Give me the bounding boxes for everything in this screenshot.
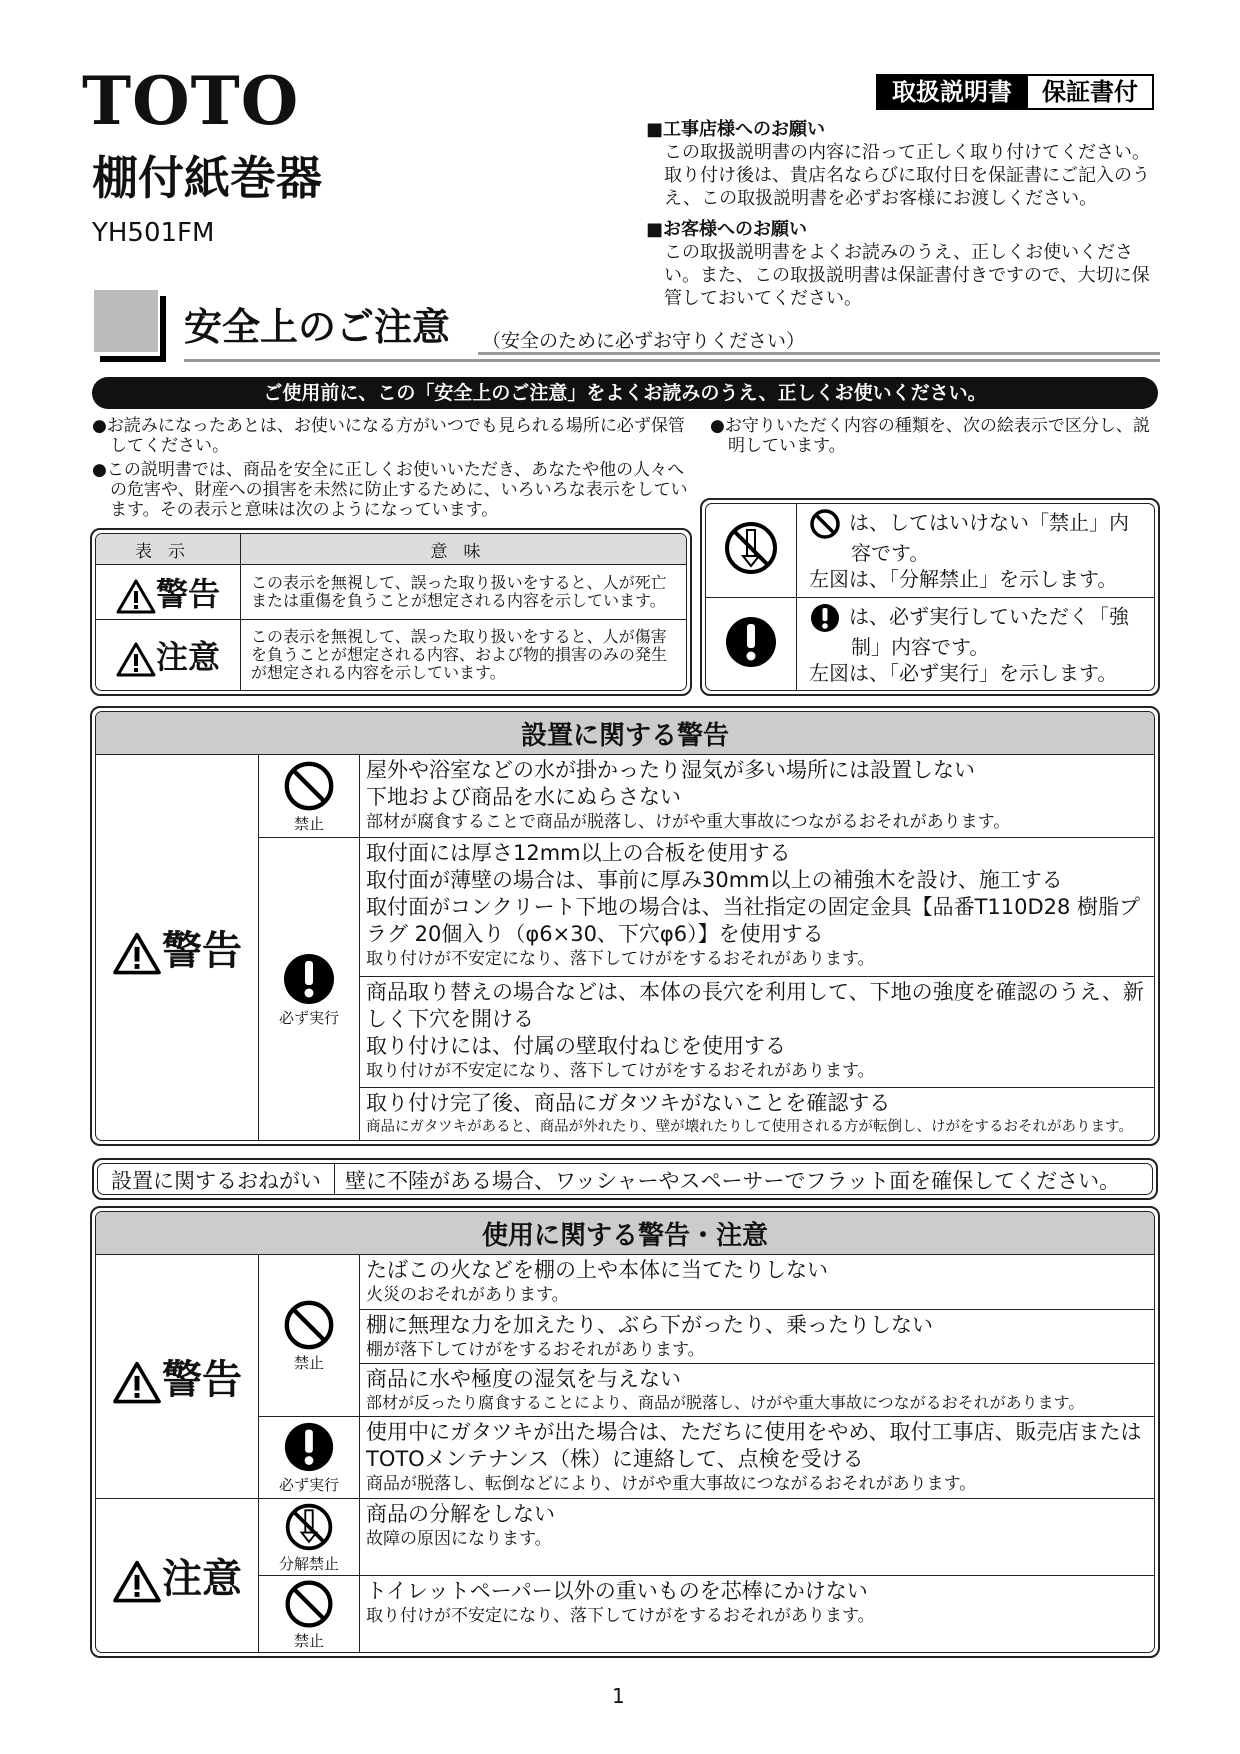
intro-left	[92, 416, 688, 524]
warning-sub: 商品にガタツキがあると、商品が外れたり、壁が壊れたりして使用される方が転倒し、けがをするおそれがあります。	[366, 1118, 1133, 1135]
section-marker-shadow	[160, 296, 166, 362]
warning-main: 下地および商品を水にぬらさない	[366, 785, 681, 809]
warning-main: 棚に無理な力を加えたり、ぶら下がったり、乗ったりしない	[366, 1312, 933, 1337]
prohibited-icon	[283, 1578, 335, 1630]
warning-sub: 取り付けが不安定になり、落下してけがをするおそれがあります。	[366, 949, 875, 970]
warning-triangle-icon	[112, 1360, 162, 1404]
warning-main: 商品取り替えの場合などは、本体の長穴を利用して、下地の強度を確認のうえ、新しく下穴を開ける	[366, 979, 1144, 1031]
legend-text-2: 左図は、「必ず実行」を示します。	[809, 660, 1118, 685]
warning-main: 取り付けには、付属の壁取付ねじを使用する	[366, 1033, 786, 1058]
warning-item	[360, 1087, 1155, 1140]
no-disassembly-icon	[283, 1501, 335, 1553]
warning-sub: 商品が脱落し、転倒などにより、けがや重大事故につながるおそれがあります。	[366, 1474, 977, 1495]
symbol-legend-frame	[700, 498, 1160, 696]
install-warnings	[96, 712, 1154, 1140]
install-level	[96, 755, 259, 1141]
level-label: 警告	[162, 1357, 242, 1404]
prohibited-icon	[282, 1298, 336, 1352]
icon-label: 必ず実行	[278, 1476, 339, 1495]
usage-warning-level	[96, 1255, 259, 1499]
notice-installer	[646, 118, 1166, 210]
icon-label: 禁止	[293, 814, 324, 833]
warning-main: 取付面には厚さ12mm以上の合板を使用する	[366, 841, 791, 866]
signal-warning	[96, 565, 241, 620]
warning-item	[360, 1309, 1155, 1364]
install-request	[98, 1164, 1152, 1195]
divider	[478, 352, 1160, 355]
warning-sub: 火災のおそれがあります。	[366, 1285, 569, 1305]
intro-paragraph: ●お守りいただく内容の種類を、次の絵表示で区分し、説明しています。	[710, 416, 1150, 456]
level-label: 注意	[162, 1556, 242, 1603]
legend-text-1: は、してはいけない「禁止」内容です。	[849, 510, 1129, 566]
section-marker-shadow	[100, 356, 166, 362]
page-number: 1	[612, 1684, 625, 1708]
warning-item	[360, 1364, 1155, 1417]
notice-heading: ■お客様へのお願い	[646, 219, 808, 240]
legend-text-2: 左図は、「分解禁止」を示します。	[809, 567, 1118, 592]
install-header: 設置に関する警告	[96, 712, 1154, 755]
meaning-text: この表示を無視して、誤った取り扱いをすると、人が傷害を負うことが想定される内容、および物的損害のみの発生が想定される内容を示しています。	[241, 620, 687, 690]
icon-label: 禁止	[293, 1631, 324, 1650]
notice-customer	[646, 218, 1166, 310]
caution-main: 商品の分解をしない	[366, 1502, 555, 1527]
symbol-legend	[706, 504, 1154, 690]
caution-item	[360, 1499, 1155, 1576]
legend-text	[797, 504, 1155, 597]
prohibited-icon	[809, 508, 841, 540]
warning-main: 屋外や浴室などの水が掛かったり湿気が多い場所には設置しない	[366, 758, 975, 782]
warning-main: 取付面がコンクリート下地の場合は、当社指定の固定金具【品番T110D28 樹脂プラグ 20個入り（φ6×30、下穴φ6）】を使用する	[366, 895, 1141, 947]
signal-label: 注意	[155, 638, 220, 677]
legend-icon-cell	[706, 504, 797, 597]
notices	[646, 118, 1166, 318]
caution-triangle-icon	[112, 1559, 162, 1603]
icon-cell	[259, 1576, 360, 1652]
warning-sub: 部材が反ったり腐食することにより、商品が脱落し、けがや重大事故につながるおそれがあります。	[366, 1393, 1085, 1413]
safety-subtitle: （安全のために必ずお守りください）	[482, 330, 806, 352]
warning-triangle-icon	[112, 931, 162, 975]
prohibited-icon	[282, 759, 336, 813]
warning-item	[360, 1417, 1155, 1499]
caution-sub: 故障の原因になります。	[366, 1529, 552, 1550]
icon-cell	[259, 1417, 360, 1499]
divider	[184, 359, 1160, 362]
icon-cell	[259, 838, 360, 1140]
warning-main: 取り付け完了後、商品にガタツキがないことを確認する	[366, 1090, 891, 1115]
intro-right	[710, 416, 1162, 460]
safety-banner: ご使用前に、この「安全上のご注意」をよくお読みのうえ、正しくお使いください。	[92, 377, 1158, 409]
request-text: 壁に不陸がある場合、ワッシャーやスペーサーでフラット面を確保してください。	[345, 1169, 1121, 1193]
mandatory-icon	[723, 614, 779, 670]
notice-body: この取扱説明書をよくお読みのうえ、正しくお使いください。また、この取扱説明書は保証書付きですので、大切に保管しておいてください。	[664, 242, 1150, 309]
caution-item	[360, 1576, 1155, 1652]
warning-item	[360, 838, 1155, 977]
warning-item	[360, 976, 1155, 1087]
mandatory-small-icon	[809, 602, 841, 634]
warning-main: 使用中にガタツキが出た場合は、ただちに使用をやめ、取付工事店、販売店またはTOTOメンテナンス（株）に連絡して、点検を受ける	[366, 1420, 1142, 1472]
warning-sub: 部材が腐食することで商品が脱落し、けがや重大事故につながるおそれがあります。	[366, 812, 1011, 832]
legend-icon-cell	[706, 597, 797, 690]
icon-label: 分解禁止	[278, 1554, 339, 1573]
tag-manual: 取扱説明書	[878, 76, 1026, 108]
icon-cell	[259, 1255, 360, 1417]
notice-heading: ■工事店様へのお願い	[646, 119, 826, 140]
safety-title: 安全上のご注意	[184, 305, 451, 349]
icon-label: 禁止	[293, 1354, 324, 1373]
legend-text-1: は、必ず実行していただく「強制」内容です。	[849, 604, 1129, 659]
caution-main: トイレットペーパー以外の重いものを芯棒にかけない	[366, 1579, 868, 1604]
notice-body: この取扱説明書の内容に沿って正しく取り付けてください。取り付け後は、貴店名ならびに取付日を保証書にご記入のうえ、この取扱説明書を必ずお客様にお渡しください。	[664, 142, 1150, 209]
warning-main: 商品に水や極度の湿気を与えない	[366, 1367, 681, 1392]
warning-sub: 取り付けが不安定になり、落下してけがをするおそれがあります。	[366, 1060, 875, 1081]
mandatory-icon	[281, 951, 337, 1007]
intro-paragraph: ●この説明書では、商品を安全に正しくお使いいただき、あなたや他の人々への危害や、財産への損害を未然に防止するために、いろいろな表示をしています。その表示と意味は次のようになっています。	[92, 460, 688, 520]
usage-warnings	[96, 1212, 1154, 1652]
usage-warnings-frame	[90, 1206, 1160, 1658]
level-label: 警告	[162, 928, 242, 974]
col-display: 表示	[96, 534, 241, 565]
warning-sub: 棚が落下してけがをするおそれがあります。	[366, 1339, 705, 1360]
legend-text	[797, 597, 1155, 690]
signal-caution	[96, 620, 241, 690]
signal-label: 警告	[155, 575, 220, 614]
warning-item	[360, 755, 1155, 838]
caution-sub: 取り付けが不安定になり、落下してけがをするおそれがあります。	[366, 1606, 875, 1627]
icon-cell	[259, 755, 360, 838]
intro-paragraph: ●お読みになったあとは、お使いになる方がいつでも見られる場所に必ず保管してください。	[92, 416, 685, 456]
meaning-table-frame	[90, 528, 692, 696]
warning-main: たばこの火などを棚の上や本体に当てたりしない	[366, 1258, 828, 1282]
warning-item	[360, 1255, 1155, 1310]
mandatory-icon	[282, 1420, 336, 1474]
no-disassembly-icon	[723, 520, 779, 576]
icon-cell	[259, 1499, 360, 1576]
caution-triangle-icon	[116, 641, 156, 677]
install-request-frame	[92, 1158, 1158, 1200]
col-meaning: 意味	[241, 534, 687, 565]
usage-caution-level	[96, 1499, 259, 1652]
warning-triangle-icon	[116, 578, 156, 614]
meaning-text: この表示を無視して、誤った取り扱いをすると、人が死亡または重傷を負うことが想定される内容を示しています。	[241, 565, 687, 620]
product-name: 棚付紙巻器	[92, 151, 322, 205]
icon-label: 必ず実行	[278, 1008, 339, 1027]
usage-header: 使用に関する警告・注意	[96, 1212, 1154, 1255]
install-warnings-frame	[90, 706, 1160, 1146]
tag-warranty: 保証書付	[1026, 76, 1152, 108]
warning-main: 取付面が薄壁の場合は、事前に厚み30mm以上の補強木を設け、施工する	[366, 868, 1063, 893]
model-number: YH501FM	[92, 218, 215, 248]
brand-logo: TOTO	[82, 62, 300, 140]
section-marker	[94, 290, 158, 352]
request-label: 設置に関するおねがい	[98, 1164, 335, 1195]
document-tags	[876, 74, 1154, 110]
meaning-table	[96, 534, 686, 690]
